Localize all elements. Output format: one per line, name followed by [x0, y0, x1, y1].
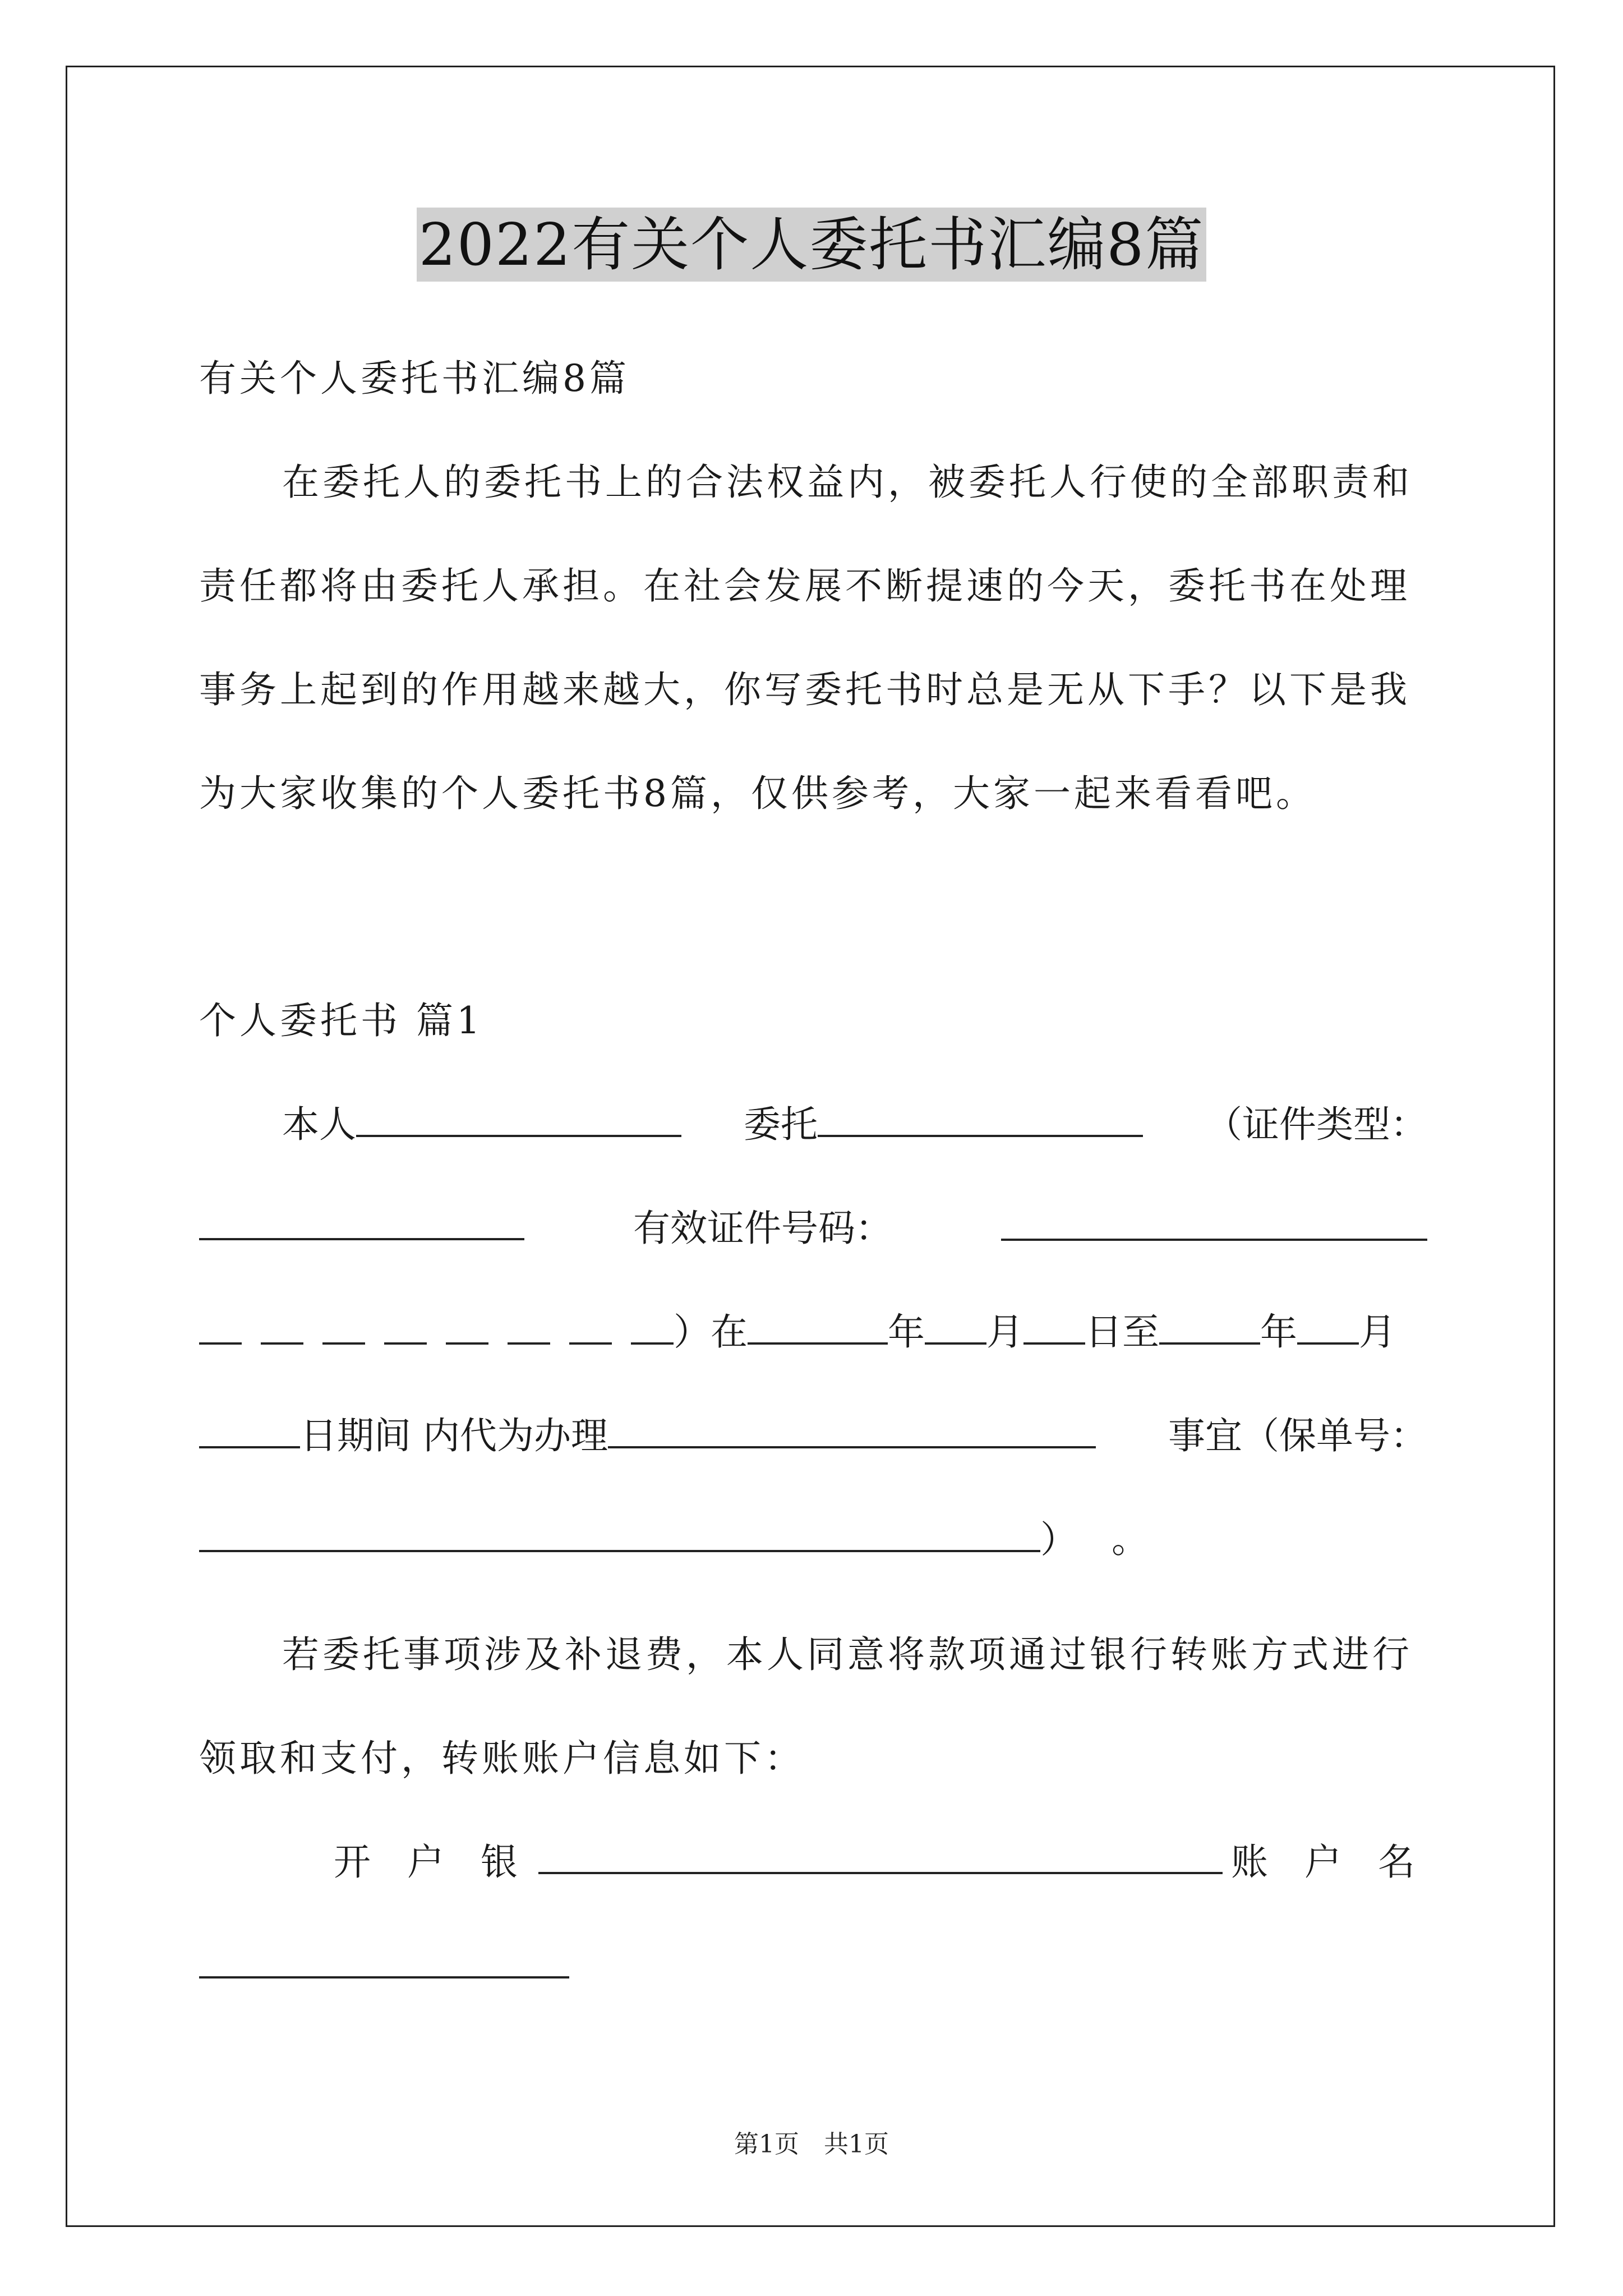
intro-line-3: 事务上起到的作用越来越大，你写委托书时总是无从下手？以下是我 [199, 668, 1410, 711]
label-policy-number: 事宜（保单号： [1168, 1414, 1427, 1457]
form-row-4 [199, 1411, 1427, 1461]
blank-start-year[interactable] [748, 1308, 888, 1345]
blank-agent-name[interactable] [818, 1100, 1143, 1137]
blank-end-day[interactable] [199, 1411, 300, 1448]
blank-end-year[interactable] [1159, 1308, 1260, 1345]
blank-id-type[interactable] [199, 1203, 524, 1240]
label-id-number: 有效证件号码： [633, 1207, 892, 1250]
label-year-2: 年 [1260, 1310, 1297, 1354]
blank-start-day[interactable] [1023, 1308, 1085, 1345]
label-account-name: 账 户 名 [1231, 1841, 1427, 1884]
label-close-paren: ） 。 [1040, 1518, 1160, 1561]
label-principal: 本人 [282, 1103, 356, 1146]
blank-account-name[interactable] [199, 1941, 569, 1978]
label-id-type: （证件类型： [1205, 1103, 1427, 1146]
label-entrust: 委托 [744, 1103, 818, 1146]
document-title: 2022有关个人委托书汇编8篇 [417, 208, 1207, 282]
form-row-3 [199, 1307, 1427, 1358]
blank-end-month[interactable] [1297, 1308, 1359, 1345]
refund-paragraph-line-2: 领取和支付，转账账户信息如下： [199, 1737, 805, 1780]
section-heading: 个人委托书 篇1 [199, 999, 483, 1042]
form-row-5 [199, 1515, 1427, 1565]
subtitle: 有关个人委托书汇编8篇 [199, 357, 630, 400]
intro-line-4: 为大家收集的个人委托书8篇，仅供参考，大家一起来看看吧。 [199, 772, 1316, 815]
document-title-wrap [0, 208, 1623, 282]
label-month: 月 [986, 1310, 1023, 1354]
label-year: 年 [888, 1310, 925, 1354]
intro-line-2: 责任都将由委托人承担。在社会发展不断提速的今天，委托书在处理 [199, 564, 1410, 608]
intro-line-1: 在委托人的委托书上的合法权益内，被委托人行使的全部职责和 [282, 461, 1413, 504]
blank-id-number-digits-1[interactable] [1001, 1203, 1427, 1254]
form-row-1 [199, 1099, 1427, 1150]
form-row-2 [199, 1203, 1427, 1254]
blank-id-number-digits-2[interactable] [199, 1308, 674, 1345]
refund-paragraph-line-1: 若委托事项涉及补退费，本人同意将款项通过银行转账方式进行 [282, 1633, 1413, 1676]
label-month-2: 月 [1359, 1310, 1396, 1354]
label-period-start: ）在 [674, 1310, 748, 1354]
page-footer: 第1页 共1页 [734, 2130, 889, 2159]
blank-principal-name[interactable] [356, 1100, 681, 1137]
account-name-row [199, 1941, 1427, 1991]
blank-policy-number[interactable] [199, 1515, 1040, 1552]
blank-matter[interactable] [608, 1411, 1096, 1448]
blank-bank[interactable] [538, 1837, 1223, 1874]
bank-row [199, 1837, 1427, 1888]
blank-start-month[interactable] [925, 1308, 986, 1345]
label-day-to: 日至 [1085, 1310, 1159, 1354]
label-bank: 开 户 银 [334, 1841, 530, 1884]
label-handle-matter: 日期间 内代为办理 [300, 1414, 608, 1457]
